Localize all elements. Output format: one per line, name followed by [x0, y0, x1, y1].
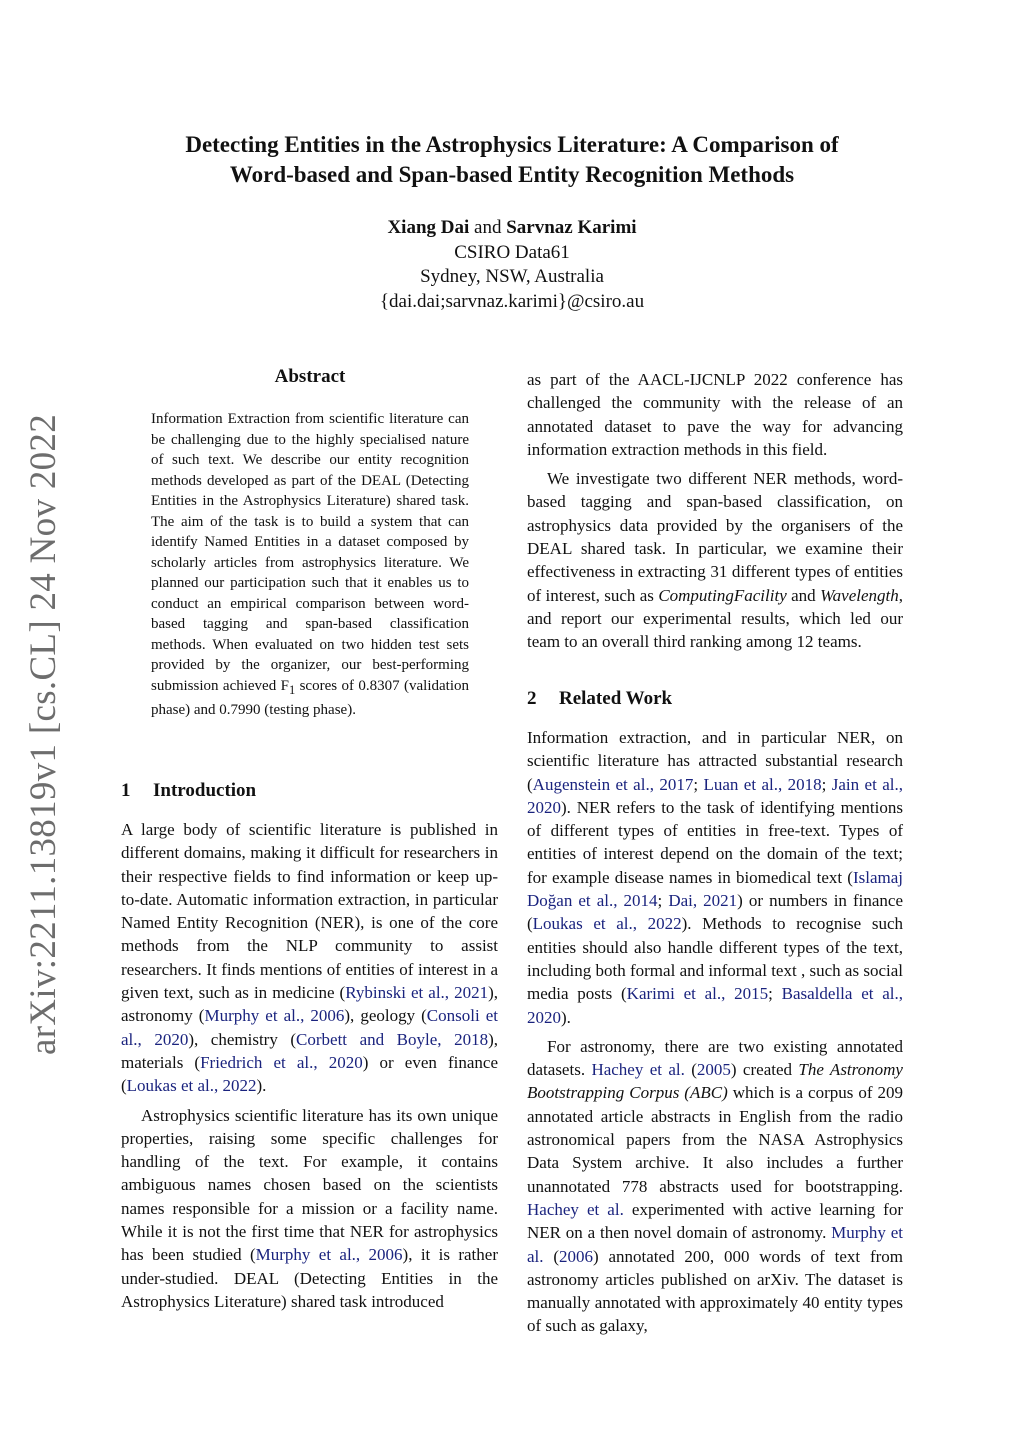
text-run: , and report our experimental results, which led our team to an overall third ranking among 12 teams. [527, 585, 903, 652]
affiliation: CSIRO Data61 [454, 241, 570, 263]
text-run: ). [256, 1076, 267, 1096]
text-run: ; [693, 774, 704, 794]
text-run: ). NER refers to the task of identifying mentions of different types of entities in free-text. Types of entities of interest depend on the domain of the text; for example disease names in biomedical text ( [527, 797, 903, 887]
related-paragraph-1 [527, 726, 903, 1029]
italic-term: The Astronomy Bootstrapping Corpus (ABC) [527, 1060, 903, 1103]
abstract-text-b: scores of 0.8307 (validation phase) and 0.7990 (testing phase). [151, 677, 469, 718]
text-run: ). [561, 1007, 571, 1027]
citation-link[interactable]: Murphy et al., 2006 [255, 1245, 403, 1265]
citation-link[interactable]: 2005 [696, 1060, 731, 1080]
arxiv-identifier: arXiv:2211.13819v1 [cs.CL] 24 Nov 2022 [23, 413, 64, 1055]
location: Sydney, NSW, Australia [420, 266, 604, 287]
text-run: ), astronomy ( [121, 983, 498, 1026]
f1-subscript: 1 [288, 682, 296, 697]
citation-link[interactable]: Augenstein et al., 2017 [532, 774, 694, 794]
abstract-text-a: Information Extraction from scientific literature can be challenging due to the highly specialised nature of such text. We describe our entity recognition methods developed as part of the DEAL (Detecting Entities in the Astrophysics Literature) shared task. The aim of the task is to build a system that can identify Named Entities in a dataset composed by scholarly articles from astrophysics literature. We planned our participation such that it enables us to conduct an empirical comparison between word-based tagging and span-based classification methods. When evaluated on two hidden test sets provided by the organizer, our best-performing submission achieved F [151, 411, 469, 694]
citation-link[interactable]: Murphy et al., 2006 [204, 1006, 345, 1026]
citation-link[interactable]: Friedrich et al., 2020 [200, 1052, 363, 1072]
intro-paragraph-1 [121, 818, 498, 1098]
section-number: 1 [121, 780, 131, 801]
text-run: which is a corpus of 209 annotated article abstracts in English from the radio astronomical papers from the NASA Astrophysics Data System archive. It also includes a further unannotated 778 abstracts used for bootstrapping. [527, 1083, 903, 1196]
text-run: We investigate two different NER methods, word-based tagging and span-based classification, on astrophysics data provided by the organisers of the DEAL shared task. In particular, we examine their effectiveness in extracting 31 different types of entities of interest, such as [527, 469, 903, 605]
text-run: ). Methods to recognise such entities should also handle different types of the text, including both formal and informal text , such as social media posts ( [527, 914, 903, 1004]
text-run: ) or numbers in finance ( [527, 891, 903, 934]
abstract-heading: Abstract [274, 366, 346, 387]
text-run: ( [684, 1060, 697, 1080]
citation-link[interactable]: Basaldella et al., 2020 [527, 984, 903, 1027]
citation-link[interactable]: Loukas et al., 2022 [126, 1076, 257, 1096]
text-run: ) annotated 200, 000 words of text from astronomy articles published on arXiv. The dataset is manually annotated with approximately 40 entity types of such as galaxy, [527, 1246, 903, 1336]
citation-link[interactable]: 2006 [559, 1246, 594, 1266]
citation-link[interactable]: Karimi et al., 2015 [626, 984, 769, 1004]
citation-link[interactable]: Corbett and Boyle, 2018 [296, 1029, 489, 1049]
related-work-column [527, 726, 903, 1338]
text-run: A large body of scientific literature is published in different domains, making it difficult for researchers in their respective fields to find information or keep up-to-date. Automatic information extraction, in particular Named Entity Recognition (NER), is one of the core methods from the NLP community to assist researchers. It finds mentions of entities of interest in a given text, such as in medicine ( [121, 820, 498, 1003]
citation-link[interactable]: Murphy et al. [527, 1223, 903, 1266]
intro-paragraph-2 [121, 1104, 498, 1314]
text-run: ) or even finance ( [121, 1052, 498, 1096]
text-run: experimented with active learning for NER on a then novel domain of astronomy. [527, 1199, 904, 1243]
text-run: ), materials ( [121, 1029, 498, 1072]
citation-link[interactable]: Islamaj Doğan et al., 2014 [527, 867, 903, 911]
text-run: as part of the AACL-IJCNLP 2022 conference has challenged the community with the release of an annotated dataset to pave the way for advancing information extraction methods in this field. [527, 370, 903, 459]
text-run: ), chemistry ( [188, 1029, 297, 1049]
text-run: ; [768, 984, 782, 1004]
author-1: Xiang Dai [387, 217, 470, 238]
title-line-1: Detecting Entities in the Astrophysics Literature: A Comparison of [185, 132, 839, 157]
title-line-2: Word-based and Span-based Entity Recognition Methods [229, 162, 795, 187]
text-run: ( [543, 1246, 560, 1266]
citation-link[interactable]: Hachey et al. [527, 1199, 624, 1219]
text-run: ) created [730, 1060, 799, 1080]
citation-link[interactable]: Consoli et al., 2020 [121, 1006, 498, 1049]
citation-link[interactable]: Dai, 2021 [668, 891, 738, 911]
intro-paragraph-3 [527, 368, 903, 461]
author-2: Sarvnaz Karimi [506, 217, 637, 238]
intro-left-column [121, 818, 498, 1313]
author-block [0, 216, 1024, 314]
text-run: ; [657, 891, 669, 911]
citation-link[interactable]: Luan et al., 2018 [703, 774, 822, 794]
section-heading-related-work [527, 688, 672, 710]
section-title: Introduction [153, 780, 257, 801]
author-names [0, 216, 1024, 241]
citation-link[interactable]: Hachey et al. [591, 1060, 685, 1080]
text-run: Information extraction, and in particular NER, on scientific literature has attracted substantial research ( [527, 728, 903, 794]
author-conjunction: and [474, 217, 502, 238]
abstract-text [151, 409, 469, 721]
section-title: Related Work [559, 688, 673, 709]
paper-title [0, 130, 1024, 190]
citation-link[interactable]: Rybinski et al., 2021 [345, 983, 489, 1003]
citation-link[interactable]: Loukas et al., 2022 [532, 914, 682, 934]
text-run: Astrophysics scientific literature has its own unique properties, raising some specific challenges for handling of the text. For example, it contains ambiguous names chosen based on the scientists names responsible for a mission or a facility name. While it is not the first time that NER for astrophysics has been studied ( [121, 1105, 498, 1265]
text-run: and [786, 585, 821, 605]
italic-term: ComputingFacility [658, 585, 787, 605]
text-run: ), geology ( [344, 1006, 427, 1026]
text-run: For astronomy, there are two existing annotated datasets. [527, 1036, 903, 1080]
intro-paragraph-4 [527, 467, 903, 653]
citation-link[interactable]: Jain et al., 2020 [527, 774, 903, 817]
text-run: ; [821, 774, 832, 794]
italic-term: Wavelength [820, 585, 899, 605]
related-paragraph-2 [527, 1035, 903, 1338]
section-number: 2 [527, 688, 537, 709]
text-run: ), it is rather under-studied. DEAL (Detecting Entities in the Astrophysics Literature) shared task introduced [121, 1245, 498, 1311]
intro-right-column [527, 368, 903, 654]
section-heading-introduction [121, 780, 256, 802]
email: {dai.dai;sarvnaz.karimi}@csiro.au [379, 290, 645, 312]
